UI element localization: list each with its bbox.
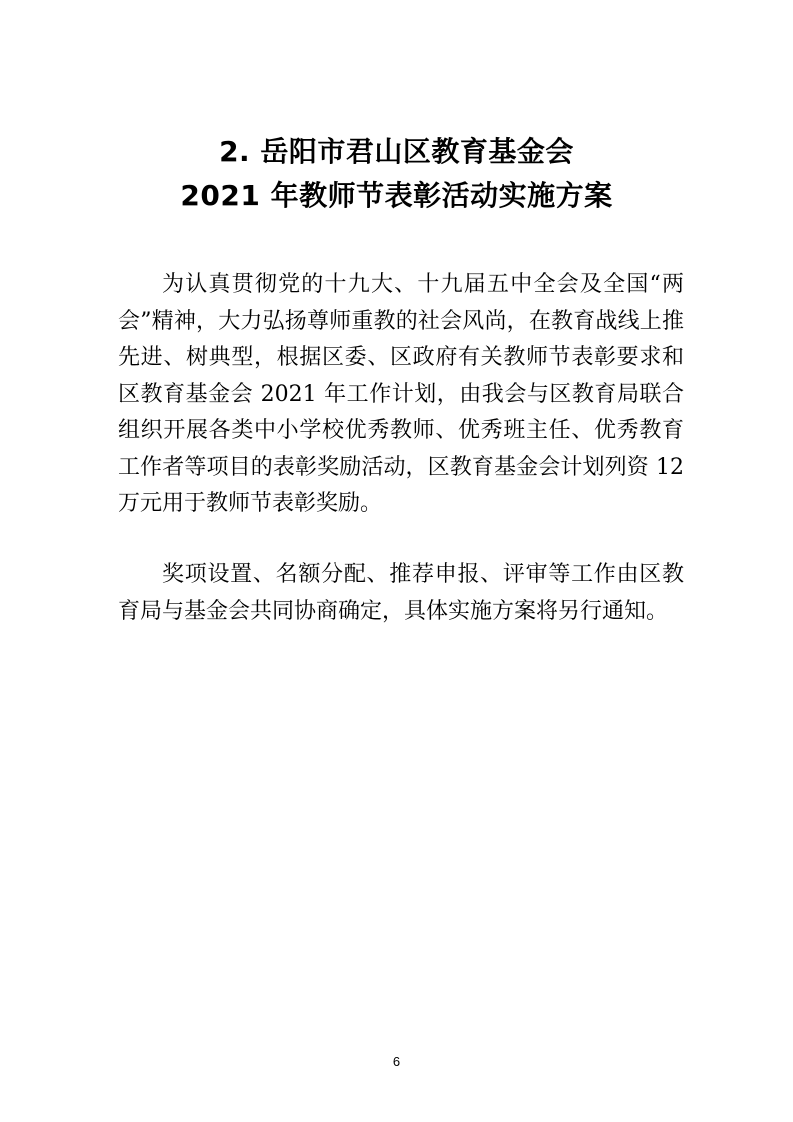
body-paragraph-1: 为认真贯彻党的十九大、十九届五中全会及全国“两会”精神，大力弘扬尊师重教的社会风尚，在教育战线上推先进、树典型，根据区委、区政府有关教师节表彰要求和区教育基金会 2021 年工作计划，由我会与区教育局联合组织开展各类中小学校优秀教师、优秀班主任、优秀教育工作者等项目的表彰奖励活动，区教育基金会计划列资 12 万元用于教师节表彰奖励。 bbox=[118, 272, 684, 516]
page-number: 6 bbox=[392, 1054, 401, 1069]
body-paragraph-2: 奖项设置、名额分配、推荐申报、评审等工作由区教育局与基金会共同协商确定，具体实施方案将另行通知。 bbox=[118, 562, 684, 624]
document-title-line-1: 2. 岳阳市君山区教育基金会 bbox=[219, 135, 574, 168]
document-title-line-2: 2021 年教师节表彰活动实施方案 bbox=[180, 179, 613, 212]
